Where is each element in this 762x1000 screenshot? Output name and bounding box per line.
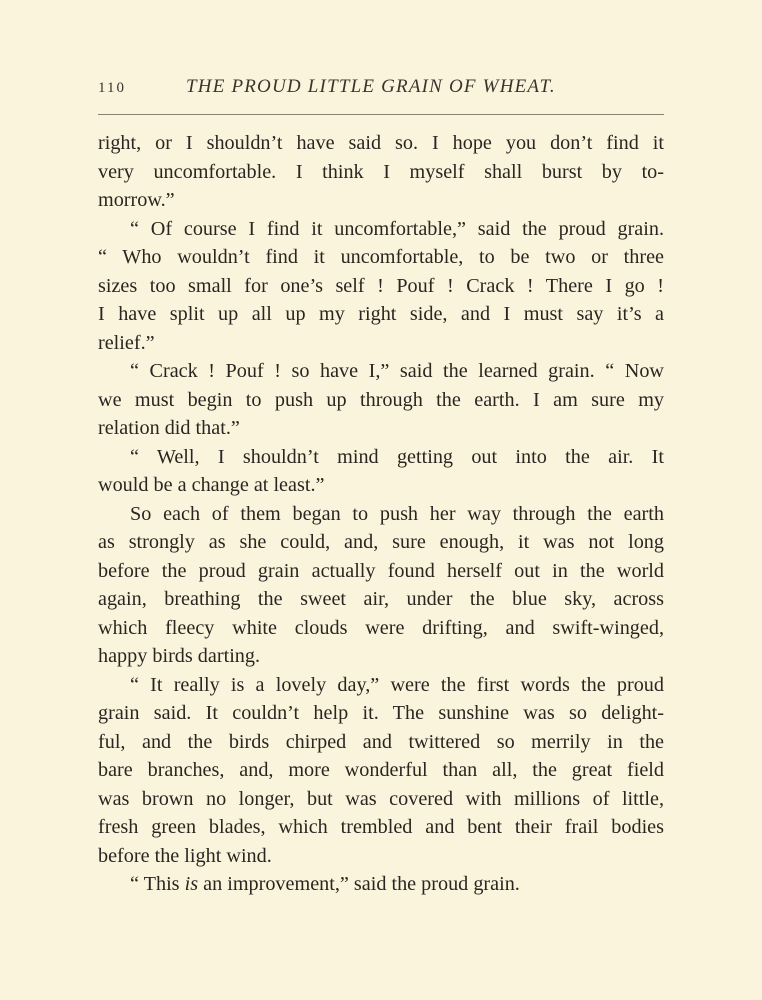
running-title: THE PROUD LITTLE GRAIN OF WHEAT.	[186, 76, 556, 97]
text-line: happy birds darting.	[98, 645, 261, 667]
body-text	[98, 129, 664, 899]
text-line: “ Who wouldn’t find it uncomfortable, to be two or three	[98, 246, 664, 268]
text-line: was brown no longer, but was covered with millions of little,	[98, 787, 664, 810]
text-line: before the proud grain actually found herself out in the world	[98, 559, 664, 582]
text-line: sizes too small for one’s self ! Pouf ! Crack ! There I go !	[98, 274, 664, 297]
text-line: before the light wind.	[98, 844, 272, 867]
emphasis-text: is	[184, 873, 199, 895]
text-line: bare branches, and, more wonderful than all, the great field	[98, 759, 664, 781]
last-text-line	[98, 870, 664, 899]
text-line: “ Of course I find it uncomfortable,” said the proud grain.	[130, 217, 664, 240]
text-line: “ Crack ! Pouf ! so have I,” said the learned grain. “ Now	[130, 360, 664, 382]
text-line: morrow.”	[98, 189, 175, 211]
text-line: ful, and the birds chirped and twittered so merrily in the	[98, 730, 664, 753]
text-line: grain said. It couldn’t help it. The sunshine was so delight-	[98, 702, 664, 724]
text-line: “ Well, I shouldn’t mind getting out into the air. It	[130, 445, 664, 468]
text-fragment: “ This	[130, 873, 185, 895]
text-line: as strongly as she could, and, sure enough, it was not long	[98, 531, 664, 553]
text-line: which fleecy white clouds were drifting, and swift-winged,	[98, 616, 664, 639]
running-head	[98, 76, 664, 104]
text-line: relation did that.”	[98, 417, 240, 439]
text-line: we must begin to push up through the earth. I am sure my	[98, 388, 664, 411]
text-line: would be a change at least.”	[98, 474, 325, 496]
header-rule	[98, 114, 664, 115]
text-line: very uncomfortable. I think I myself shall burst by to-	[98, 160, 664, 183]
text-line: relief.”	[98, 331, 155, 354]
text-line: fresh green blades, which trembled and bent their frail bodies	[98, 816, 664, 838]
text-line: “ It really is a lovely day,” were the first words the proud	[130, 673, 664, 696]
text-line: again, breathing the sweet air, under the blue sky, across	[98, 588, 664, 610]
page-number: 110	[98, 80, 126, 96]
text-line: I have split up all up my right side, and I must say it’s a	[98, 303, 664, 325]
text-line: right, or I shouldn’t have said so. I hope you don’t find it	[98, 132, 664, 154]
text-fragment: an improvement,” said the proud grain.	[198, 873, 520, 895]
text-line: So each of them began to push her way through the earth	[130, 502, 664, 525]
